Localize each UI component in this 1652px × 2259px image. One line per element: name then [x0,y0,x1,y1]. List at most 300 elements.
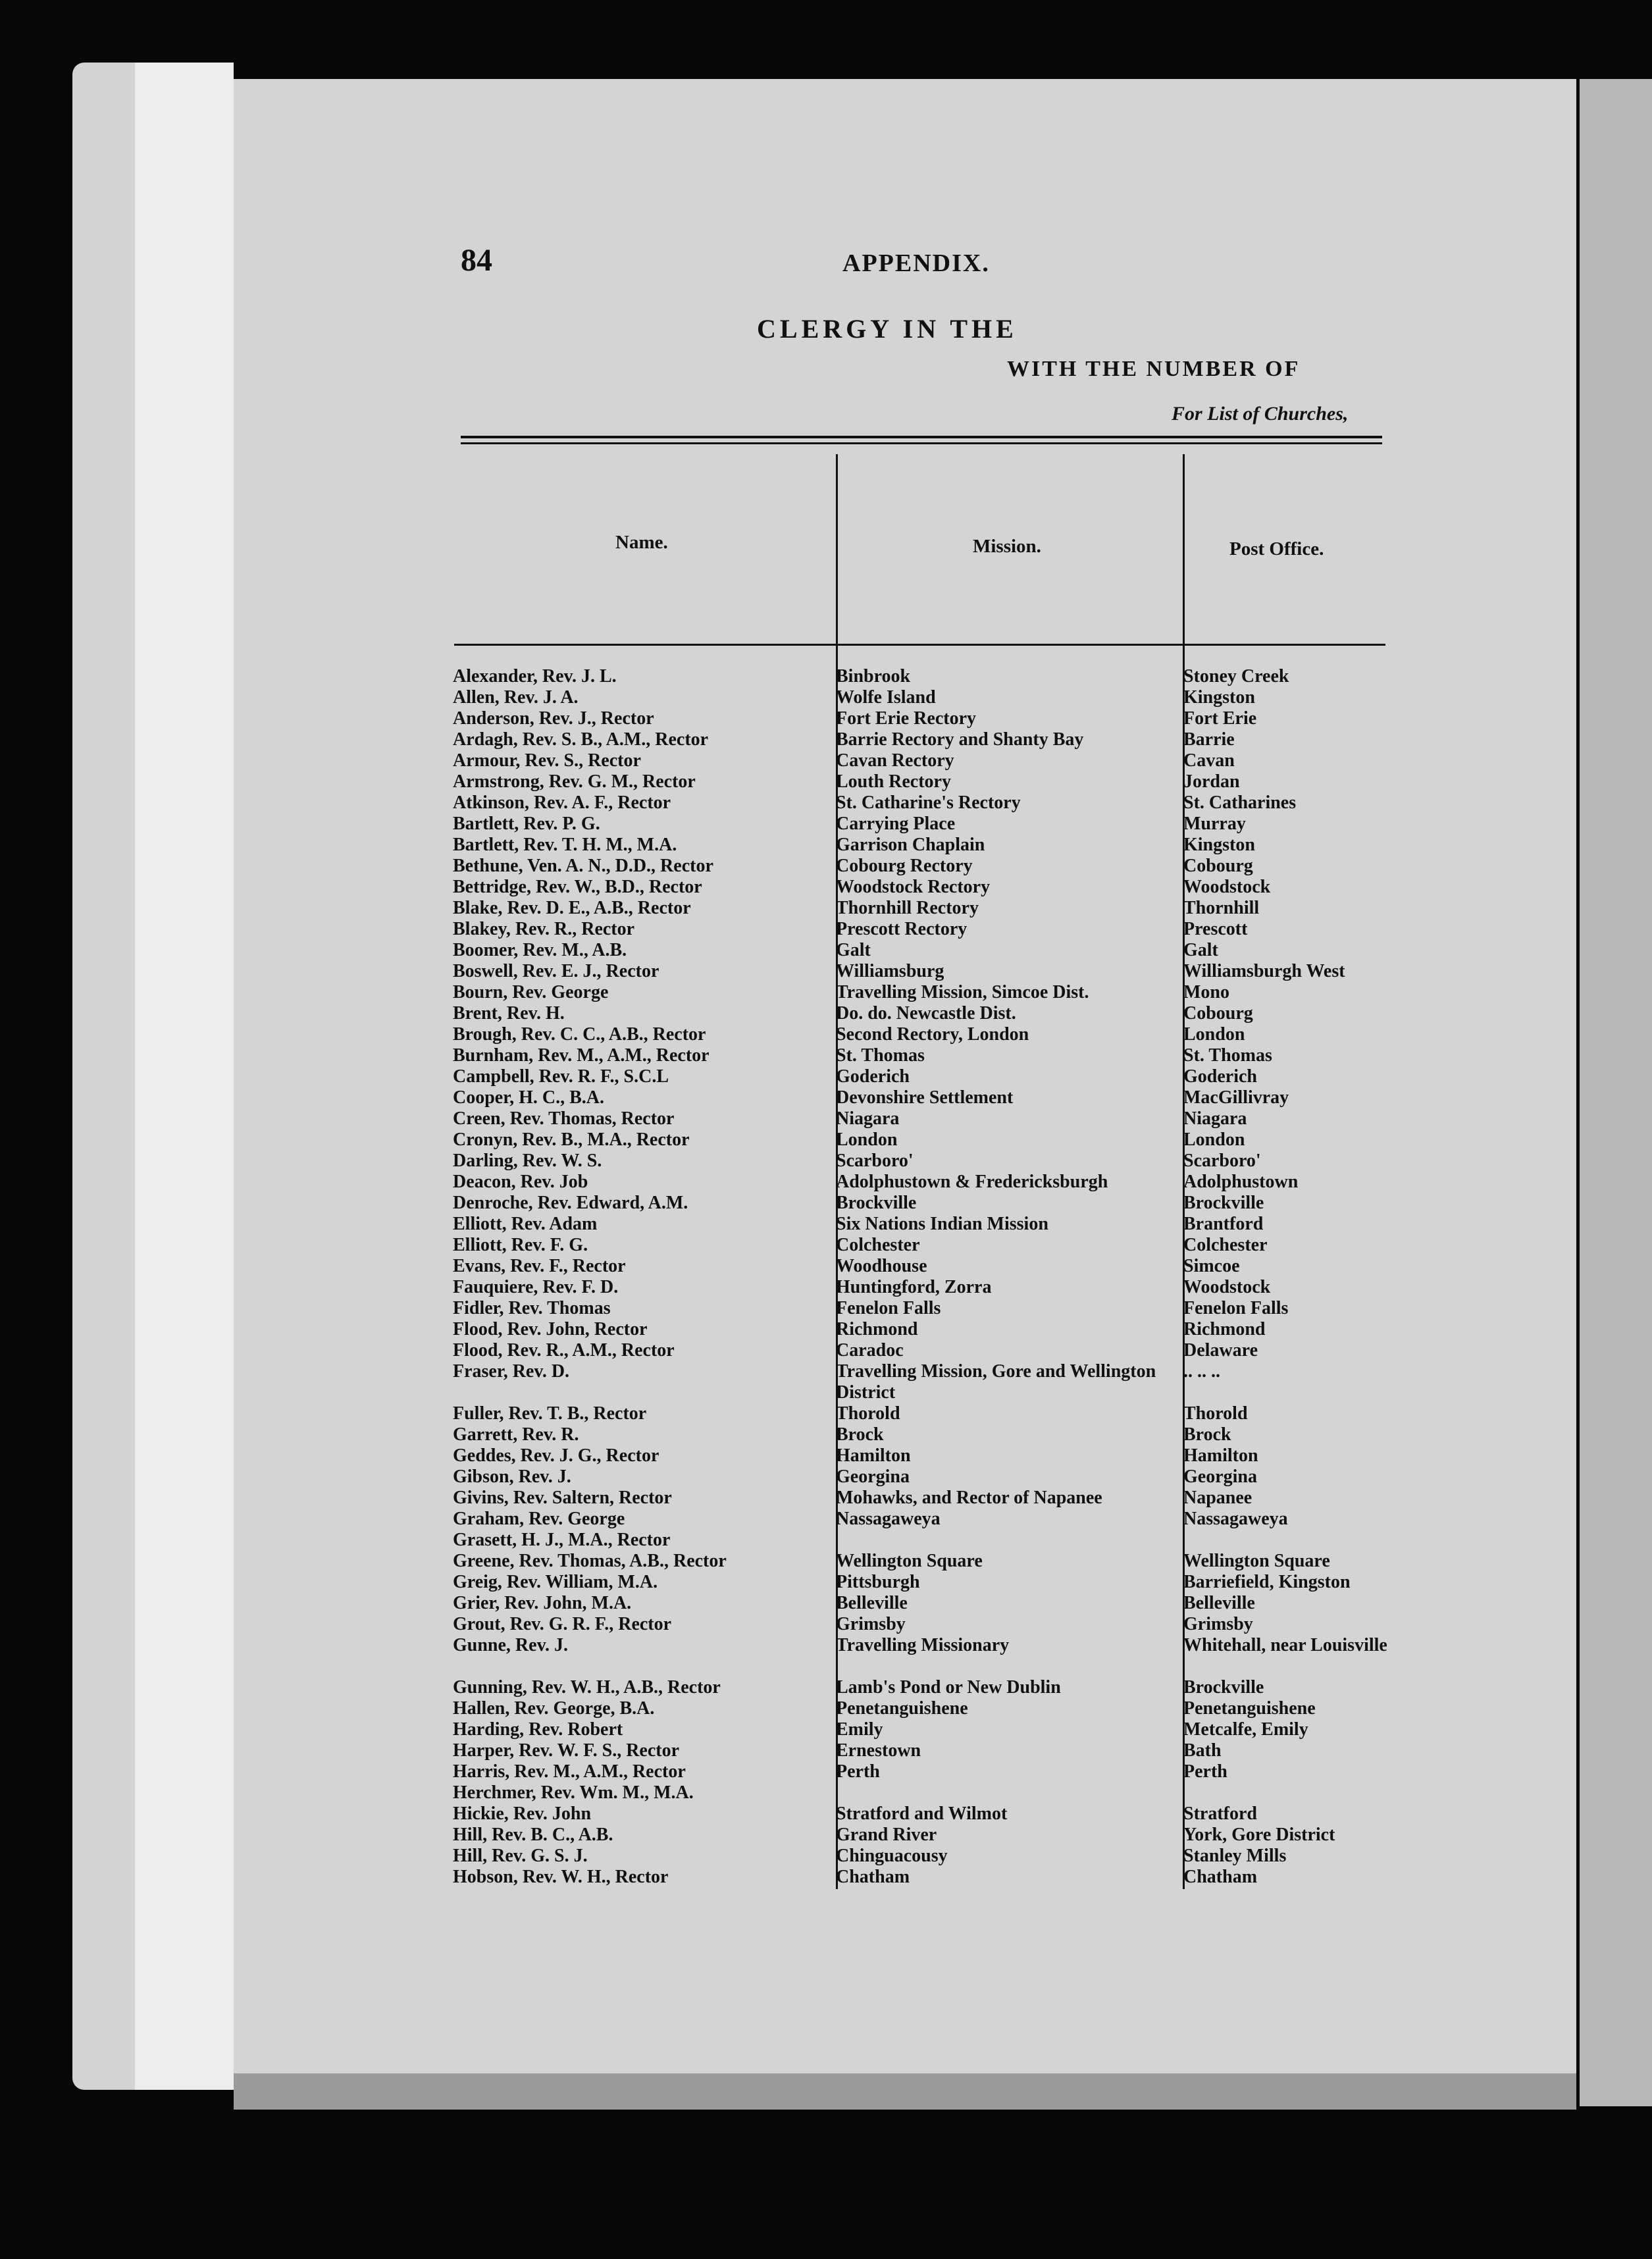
table-row [836,1509,1178,1530]
table-row [453,1361,828,1403]
clergy-name: Fidler, Rev. Thomas [453,1298,611,1318]
clergy-name: Harper, Rev. W. F. S., Rector [453,1740,680,1761]
table-row [1183,1572,1394,1593]
table-row [453,940,828,961]
table-row [1183,877,1394,898]
mission-cell: Wolfe Island [836,687,936,708]
table-row [1183,919,1394,940]
table-row [836,687,1178,708]
table-row [453,1761,828,1782]
table-row [836,1172,1178,1193]
table-row [836,898,1178,919]
table-row [1183,961,1394,982]
table-row [1183,1445,1394,1467]
table-row [1183,1719,1394,1740]
clergy-name: Flood, Rev. R., A.M., Rector [453,1340,675,1361]
clergy-name: Hill, Rev. G. S. J. [453,1846,588,1866]
table-row [836,1698,1178,1719]
mission-cell: Six Nations Indian Mission [836,1214,1048,1234]
table-row [1183,1593,1394,1614]
mission-cell: Lamb's Pond or New Dublin [836,1677,1061,1698]
clergy-name: Hickie, Rev. John [453,1804,592,1824]
page-subtitle: WITH THE NUMBER OF [1007,357,1301,381]
clergy-name: Deacon, Rev. Job [453,1172,588,1192]
clergy-name: Hobson, Rev. W. H., Rector [453,1867,669,1887]
table-row [1183,1804,1394,1825]
table-row [453,1488,828,1509]
table-row [1183,1319,1394,1340]
table-row [453,1467,828,1488]
post-office-cell: Fenelon Falls [1183,1298,1289,1318]
table-row [1183,1045,1394,1066]
table-row [836,919,1178,940]
table-row [453,1551,828,1572]
table-row [453,982,828,1003]
table-row [453,1424,828,1445]
table-row [836,1087,1178,1108]
clergy-name: Gunning, Rev. W. H., A.B., Rector [453,1677,721,1698]
mission-cell: Woodstock Rectory [836,877,991,897]
mission-cell: Fort Erie Rectory [836,708,976,729]
mission-cell: Mohawks, and Rector of Napanee [836,1488,1102,1508]
table-row [453,729,828,750]
mission-cell: Penetanguishene [836,1698,968,1719]
mission-cell: Emily [836,1719,883,1740]
table-row [836,1024,1178,1045]
mission-cell: Travelling Mission, Gore and Wellington District [836,1361,1156,1403]
table-row [1183,687,1394,708]
clergy-name: Anderson, Rev. J., Rector [453,708,654,729]
table-row [453,1509,828,1530]
clergy-name: Brent, Rev. H. [453,1003,565,1024]
table-row [453,1677,828,1698]
mission-cell: St. Thomas [836,1045,925,1066]
column-header-name: Name. [615,532,668,553]
mission-cell: Woodhouse [836,1256,927,1276]
clergy-name: Graham, Rev. George [453,1509,625,1529]
column-header-post-office: Post Office. [1229,538,1324,559]
clergy-name: Elliott, Rev. Adam [453,1214,598,1234]
post-office-cell: Belleville [1183,1593,1255,1613]
post-office-cell: Metcalfe, Emily [1183,1719,1308,1740]
post-office-cell: Thorold [1183,1403,1248,1424]
table-row [1183,1677,1394,1698]
post-office-cell: Hamilton [1183,1445,1258,1466]
table-row [1183,1130,1394,1151]
table-row [453,1108,828,1130]
table-row [453,1087,828,1108]
clergy-name: Allen, Rev. J. A. [453,687,579,708]
mission-cell: Grand River [836,1825,937,1845]
post-office-cell: Kingston [1183,687,1255,708]
mission-cell: Belleville [836,1593,908,1613]
column-header-mission: Mission. [973,536,1041,557]
table-row [1183,1846,1394,1867]
adjacent-page-edge [1580,79,1652,2106]
table-row [453,1277,828,1298]
table-row [453,1403,828,1424]
clergy-name: Givins, Rev. Saltern, Rector [453,1488,672,1508]
post-office-cell: Barriefield, Kingston [1183,1572,1351,1592]
table-row [836,1108,1178,1130]
table-row [1183,1635,1394,1677]
table-row [1183,1024,1394,1045]
table-row [453,1024,828,1045]
table-row [836,1677,1178,1698]
mission-cell: Binbrook [836,666,911,687]
table-row [1183,1340,1394,1361]
post-office-cell: Grimsby [1183,1614,1253,1634]
clergy-name: Burnham, Rev. M., A.M., Rector [453,1045,710,1066]
table-row [1183,1424,1394,1445]
post-office-cell: Nassagaweya [1183,1509,1288,1529]
mission-cell: Perth [836,1761,880,1782]
table-row [453,1593,828,1614]
table-row [453,1319,828,1340]
table-row [836,1066,1178,1087]
post-office-cell: York, Gore District [1183,1825,1335,1845]
clergy-name: Fraser, Rev. D. [453,1361,570,1382]
mission-cell: Stratford and Wilmot [836,1804,1008,1824]
table-row [453,1782,828,1804]
post-office-cell: Cobourg [1183,1003,1253,1024]
mission-cell: Cobourg Rectory [836,856,973,876]
table-row [1183,1087,1394,1108]
table-row [1183,1740,1394,1761]
mission-cell: Thorold [836,1403,900,1424]
clergy-name: Creen, Rev. Thomas, Rector [453,1108,675,1129]
table-row [1183,1235,1394,1256]
table-row [836,961,1178,982]
running-head: APPENDIX. [842,249,990,277]
table-row [1183,1403,1394,1424]
table-row [1183,1066,1394,1087]
mission-cell: Hamilton [836,1445,911,1466]
clergy-name: Cronyn, Rev. B., M.A., Rector [453,1130,690,1150]
post-office-cell: Whitehall, near Louisville [1183,1635,1387,1655]
post-office-cell: Thornhill [1183,898,1260,918]
clergy-name: Gunne, Rev. J. [453,1635,569,1655]
table-row [836,1782,1178,1804]
table-row [836,792,1178,814]
table-row [453,1825,828,1846]
table-row [1183,729,1394,750]
clergy-name: Armour, Rev. S., Rector [453,750,641,771]
table-row [1183,666,1394,687]
table-row [453,856,828,877]
table-row [1183,1530,1394,1551]
table-row [1183,1782,1394,1804]
table-row [1183,1151,1394,1172]
clergy-name: Bettridge, Rev. W., B.D., Rector [453,877,702,897]
mission-cell: Grimsby [836,1614,906,1634]
clergy-name: Flood, Rev. John, Rector [453,1319,648,1339]
post-office-cell: Niagara [1183,1108,1247,1129]
table-row [836,1467,1178,1488]
double-rule-top [461,436,1382,438]
mission-cell: Brockville [836,1193,917,1213]
table-row [836,1488,1178,1509]
mission-cell: Chatham [836,1867,910,1887]
page-bottom-shadow [234,2073,1576,2110]
table-row [836,729,1178,750]
mission-cell: Colchester [836,1235,920,1255]
table-row [836,1719,1178,1740]
post-office-cell: Colchester [1183,1235,1268,1255]
clergy-name: Grier, Rev. John, M.A. [453,1593,632,1613]
table-row [453,1719,828,1740]
post-office-cell: London [1183,1024,1245,1045]
mission-cell: Niagara [836,1108,900,1129]
post-office-cell: Scarboro' [1183,1151,1261,1171]
clergy-name: Atkinson, Rev. A. F., Rector [453,792,671,813]
post-office-cell: Murray [1183,814,1246,834]
clergy-name: Brough, Rev. C. C., A.B., Rector [453,1024,706,1045]
table-row [1183,1761,1394,1782]
table-row [836,1572,1178,1593]
clergy-name: Blakey, Rev. R., Rector [453,919,635,939]
mission-cell: Brock [836,1424,884,1445]
mission-cell: Pittsburgh [836,1572,920,1592]
clergy-name: Fauquiere, Rev. F. D. [453,1277,619,1297]
post-office-cell: Penetanguishene [1183,1698,1316,1719]
table-row [453,1635,828,1677]
post-office-cell: Simcoe [1183,1256,1240,1276]
table-row [836,1298,1178,1319]
clergy-name: Evans, Rev. F., Rector [453,1256,626,1276]
post-office-cell: Georgina [1183,1467,1257,1487]
table-row [836,835,1178,856]
table-row [836,750,1178,771]
post-office-cell: Napanee [1183,1488,1252,1508]
clergy-name: Grasett, H. J., M.A., Rector [453,1530,671,1550]
post-office-cell: Galt [1183,940,1218,960]
post-office-cell: Cobourg [1183,856,1253,876]
table-row [836,1340,1178,1361]
clergy-name: Greene, Rev. Thomas, A.B., Rector [453,1551,727,1571]
post-office-cell: St. Catharines [1183,792,1297,813]
mission-cell: Louth Rectory [836,771,951,792]
post-office-cell: Woodstock [1183,877,1271,897]
table-row [836,1193,1178,1214]
table-row [1183,1509,1394,1530]
mission-cell: Travelling Mission, Simcoe Dist. [836,982,1089,1002]
table-row [453,1130,828,1151]
table-row [1183,1867,1394,1888]
table-row [836,1256,1178,1277]
mission-cell: Cavan Rectory [836,750,954,771]
table-row [836,1804,1178,1825]
table-row [453,1003,828,1024]
clergy-name: Ardagh, Rev. S. B., A.M., Rector [453,729,709,750]
table-row [453,919,828,940]
post-office-cell: Wellington Square [1183,1551,1330,1571]
clergy-name: Herchmer, Rev. Wm. M., M.A. [453,1782,694,1803]
table-row [836,1277,1178,1298]
mission-cell: London [836,1130,898,1150]
mission-cell: Garrison Chaplain [836,835,985,855]
clergy-name: Alexander, Rev. J. L. [453,666,617,687]
table-row [1183,1467,1394,1488]
table-row [1183,898,1394,919]
header-rule [454,644,1385,646]
mission-cell: Wellington Square [836,1551,983,1571]
table-row [1183,1256,1394,1277]
clergy-name: Hill, Rev. B. C., A.B. [453,1825,613,1845]
table-row [1183,1614,1394,1635]
table-row [453,1235,828,1256]
table-row [1183,1361,1394,1403]
table-row [453,771,828,792]
table-row [453,1804,828,1825]
clergy-name: Denroche, Rev. Edward, A.M. [453,1193,688,1213]
post-office-cell: MacGillivray [1183,1087,1289,1108]
clergy-name: Greig, Rev. William, M.A. [453,1572,658,1592]
table-row [1183,1277,1394,1298]
table-row [836,1130,1178,1151]
table-row [453,1698,828,1719]
table-row [1183,982,1394,1003]
post-office-cell: Brantford [1183,1214,1264,1234]
post-office-cell: Jordan [1183,771,1240,792]
table-row [453,1214,828,1235]
table-row [1183,792,1394,814]
mission-cell: Goderich [836,1066,910,1087]
table-row [836,1593,1178,1614]
table-row [836,1235,1178,1256]
post-office-cell: Stoney Creek [1183,666,1289,687]
mission-cell: Travelling Missionary [836,1635,1010,1655]
clergy-name: Bethune, Ven. A. N., D.D., Rector [453,856,713,876]
table-row [836,982,1178,1003]
mission-cell: Georgina [836,1467,910,1487]
post-office-cell: Kingston [1183,835,1255,855]
table-row [453,877,828,898]
clergy-name: Campbell, Rev. R. F., S.C.L [453,1066,669,1087]
mission-cell: Scarboro' [836,1151,914,1171]
table-row [836,940,1178,961]
mission-cell: Galt [836,940,871,960]
post-office-cell: London [1183,1130,1245,1150]
clergy-name: Armstrong, Rev. G. M., Rector [453,771,696,792]
clergy-name: Blake, Rev. D. E., A.B., Rector [453,898,691,918]
table-row [1183,1825,1394,1846]
table-row [836,1403,1178,1424]
mission-cell: Prescott Rectory [836,919,968,939]
clergy-name: Bourn, Rev. George [453,982,609,1002]
table-row [453,687,828,708]
table-row [1183,814,1394,835]
mission-cell: Huntingford, Zorra [836,1277,992,1297]
clergy-name: Gibson, Rev. J. [453,1467,571,1487]
table-row [453,1045,828,1066]
table-row [1183,708,1394,729]
post-office-cell: Cavan [1183,750,1235,771]
mission-cell: Thornhill Rectory [836,898,979,918]
table-row [453,1066,828,1087]
mission-cell: Second Rectory, London [836,1024,1029,1045]
mission-cell: Chinguacousy [836,1846,948,1866]
table-row [1183,835,1394,856]
table-row [453,666,828,687]
book-binding-edge [72,63,138,2090]
table-row [836,1614,1178,1635]
mission-cell: Fenelon Falls [836,1298,941,1318]
table-row [836,1867,1178,1888]
post-office-cell: Brockville [1183,1193,1264,1213]
table-row [453,1530,828,1551]
table-row [836,1319,1178,1340]
page-number: 84 [461,243,492,278]
clergy-name: Boswell, Rev. E. J., Rector [453,961,659,981]
table-row [836,1424,1178,1445]
table-row [836,1551,1178,1572]
table-row [453,750,828,771]
table-row [1183,1108,1394,1130]
table-row [836,1530,1178,1551]
post-office-cell: Mono [1183,982,1229,1002]
table-row [1183,1551,1394,1572]
table-row [453,898,828,919]
clergy-name: Fuller, Rev. T. B., Rector [453,1403,647,1424]
clergy-name: Harding, Rev. Robert [453,1719,623,1740]
table-row [1183,771,1394,792]
table-row [453,1846,828,1867]
table-row [1183,1298,1394,1319]
table-row [1183,1698,1394,1719]
post-office-column [1183,666,1394,1888]
mission-cell: Adolphustown & Fredericksburgh [836,1172,1108,1192]
post-office-cell: Stratford [1183,1804,1257,1824]
table-row [836,877,1178,898]
clergy-name: Cooper, H. C., B.A. [453,1087,604,1108]
mission-cell: Nassagaweya [836,1509,941,1529]
names-column [453,666,828,1888]
post-office-cell: Goderich [1183,1066,1257,1087]
table-row [836,666,1178,687]
post-office-cell: Bath [1183,1740,1222,1761]
post-office-cell: Brock [1183,1424,1231,1445]
table-row [453,1340,828,1361]
table-row [453,1572,828,1593]
table-row [836,1003,1178,1024]
table-row [453,708,828,729]
page-title: CLERGY IN THE [757,314,1018,344]
table-row [836,814,1178,835]
mission-cell: Richmond [836,1319,918,1339]
table-row [453,792,828,814]
clergy-name: Geddes, Rev. J. G., Rector [453,1445,659,1466]
table-row [453,835,828,856]
table-row [836,1825,1178,1846]
table-row [836,856,1178,877]
table-row [453,1193,828,1214]
clergy-name: Garrett, Rev. R. [453,1424,579,1445]
post-office-cell: Fort Erie [1183,708,1257,729]
table-row [836,1761,1178,1782]
post-office-cell: Perth [1183,1761,1227,1782]
missions-column [836,666,1178,1888]
mission-cell: Do. do. Newcastle Dist. [836,1003,1016,1024]
post-office-cell: Richmond [1183,1319,1266,1339]
table-row [1183,1172,1394,1193]
post-office-cell: Delaware [1183,1340,1258,1361]
post-office-cell: St. Thomas [1183,1045,1272,1066]
clergy-name: Elliott, Rev. F. G. [453,1235,588,1255]
post-office-cell: Stanley Mills [1183,1846,1287,1866]
table-row [836,1361,1178,1403]
table-row [1183,1214,1394,1235]
